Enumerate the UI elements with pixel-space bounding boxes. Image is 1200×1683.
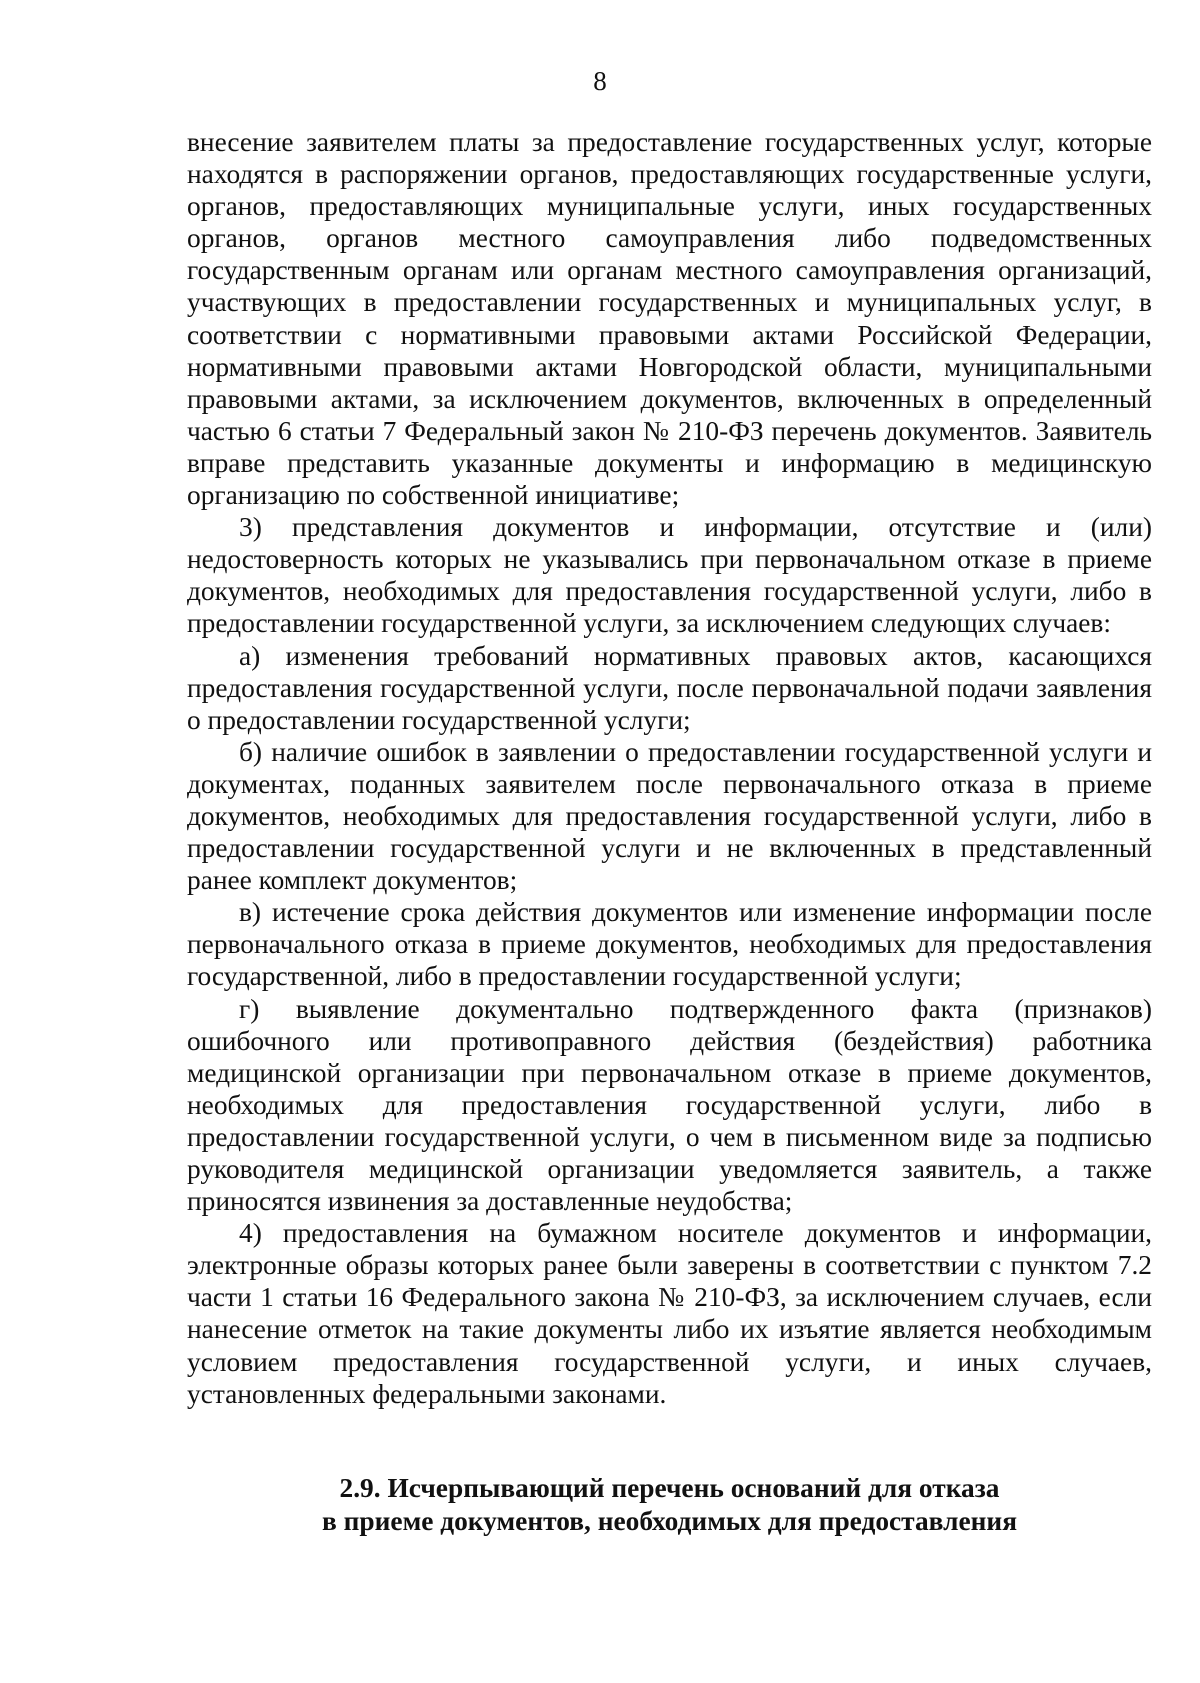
page-number: 8 xyxy=(593,66,607,96)
paragraph-item-3: 3) представления документов и информации, отсутствие и (или) недостоверность которых не указывались при первоначальном отказе в приеме документов, необходимых для предоставления государственной услуги, либо в предоставлении государственной услуги, за исключением следующих случаев: xyxy=(187,512,1152,639)
section-heading-line-1: 2.9. Исчерпывающий перечень оснований для отказа xyxy=(339,1473,1000,1503)
section-heading-line-2: в приеме документов, необходимых для предоставления xyxy=(321,1506,1018,1536)
paragraph-item-v: в) истечение срока действия документов или изменение информации после первоначального отказа в приеме документов, необходимых для предоставления государственной, либо в предоставлении государственной услуги; xyxy=(187,897,1152,992)
paragraph-continuation: внесение заявителем платы за предоставление государственных услуг, которые находятся в распоряжении органов, предоставляющих государственные услуги, органов, предоставляющих муниципальные услуги, иных государственных органов, органов местного самоуправления либо подведомственных государственным органам или органам местного самоуправления организаций, участвующих в предоставлении государственных и муниципальных услуг, в соответствии с нормативными правовыми актами Российской Федерации, нормативными правовыми актами Новгородской области, муниципальными правовыми актами, за исключением документов, включенных в определенный частью 6 статьи 7 Федеральный закон № 210-ФЗ перечень документов. Заявитель вправе представить указанные документы и информацию в медицинскую организацию по собственной инициативе; xyxy=(187,127,1152,511)
document-body xyxy=(187,126,1152,1410)
paragraph-item-a: а) изменения требований нормативных правовых актов, касающихся предоставления государственной услуги, после первоначальной подачи заявления о предоставлении государственной услуги; xyxy=(187,640,1152,735)
paragraph-item-b: б) наличие ошибок в заявлении о предоставлении государственной услуги и документах, поданных заявителем после первоначального отказа в приеме документов, необходимых для предоставления государственной услуги, либо в предоставлении государственной услуги и не включенных в представленный ранее комплект документов; xyxy=(187,736,1152,896)
paragraph-item-g: г) выявление документально подтвержденного факта (признаков) ошибочного или противоправного действия (бездействия) работника медицинской организации при первоначальном отказе в приеме документов, необходимых для предоставления государственной услуги, либо в предоставлении государственной услуги, о чем в письменном виде за подписью руководителя медицинской организации уведомляется заявитель, а также приносятся извинения за доставленные неудобства; xyxy=(187,993,1152,1217)
paragraph-item-4: 4) предоставления на бумажном носителе документов и информации, электронные образы которых ранее были заверены в соответствии с пунктом 7.2 части 1 статьи 16 Федерального закона № 210-ФЗ, за исключением случаев, если нанесение отметок на такие документы либо их изъятие является необходимым условием предоставления государственной услуги, и иных случаев, установленных федеральными законами. xyxy=(187,1218,1152,1409)
section-heading xyxy=(187,1472,1152,1538)
